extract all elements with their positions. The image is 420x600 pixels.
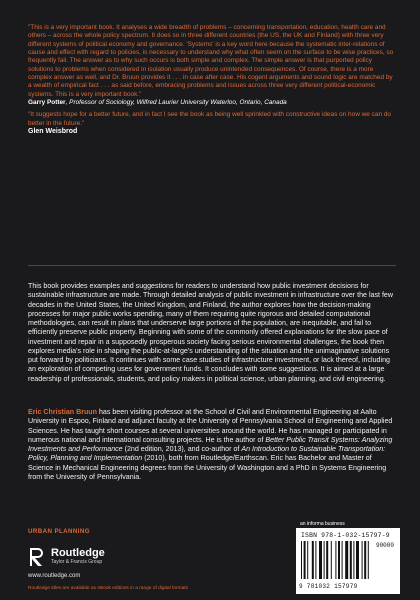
bio-text: has been visiting professor at the School of Civil and Environmental Engineering at Aalto University in Espoo, Finland and adjunct faculty at the University of Pennsylvania School of Engineering and Applied Sciences. He has taught short courses at several universities around the world. He has managed or participated in numerous national and international consulting projects. He is the author of: [28, 408, 393, 444]
ean-digits: 9 781032 157979: [299, 583, 358, 590]
endorsement-1: [28, 24, 396, 107]
publisher-name: Routledge: [51, 547, 105, 559]
endorser-name: Garry Potter: [28, 99, 66, 107]
subject-category: URBAN PLANNING: [28, 528, 90, 535]
endorser-name: Glen Weisbrod: [28, 128, 78, 136]
publisher-website: www.routledge.com: [28, 573, 81, 579]
book-title: An Introduction to Sustainable Transportation: Policy, Planning and Implementation: [28, 445, 386, 463]
quote-text: "This is a very important book. It analyses a wide breadth of problems – concerning transportation, education, health care and others – across the whole policy spectrum. It does so in three different countries (the US, the UK and Finland) with three very different systems of political economy and governance. 'Systems' is a key word here because the systematic inter-relations of cause and effect with regard to policies, is necessary to understand why what often seem on the surface to be wise practices, so frequently fail. The answer as to why such occurs is both simple and complex. The simple answer is that purported policy solutions to problems when considered in isolation usually produce unintended consequences. Of course, there is a more complex answer as well, and Dr. Bruun provides it . . . in case after case. His cogent arguments and sound logic are matched by a wealth of empirical fact . . . as said before, embracing problems and issues across three very different political-economic systems. This is a very important book.": [28, 24, 394, 98]
barcode-panel: [296, 528, 400, 594]
publisher-wordmark: [51, 548, 105, 566]
isbn-label: ISBN 978-1-032-15797-9: [301, 532, 390, 539]
endorser-affiliation: Professor of Sociology, Wilfred Laurier University Waterloo, Ontario, Canada: [69, 99, 287, 107]
section-divider: [28, 265, 396, 266]
ebook-note: Routledge titles are available as eBook editions in a range of digital formats: [28, 586, 188, 591]
publisher-group: Taylor & Francis Group: [51, 559, 103, 565]
author-name: Eric Christian Bruun: [28, 408, 97, 416]
routledge-r-icon: [28, 547, 46, 567]
informa-imprint: an informa business: [300, 521, 345, 527]
endorsements: [28, 24, 396, 139]
quote-attribution: Garry Potter, Professor of Sociology, Wilfred Laurier University Waterloo, Ontario, Canada: [28, 99, 287, 107]
quote-text: "It suggests hope for a better future, and in fact I see the book as being well sprinkled with constructive ideas on how we can do better in the future.": [28, 111, 391, 127]
endorsement-2: [28, 111, 396, 136]
author-bio: [28, 408, 396, 482]
publisher-logo: [28, 545, 178, 569]
book-description: This book provides examples and suggestions for readers to understand how public investment decisions for sustainable infrastructure are made. Through detailed analysis of public investment in infrastructure over the last few decades in the United States, the United Kingdom, and Finland, the author explores how the decision-making processes for major public works spending, many of them requiring quite rigorous and detailed computational methodologies, can result in plans that underserve large portions of the population, are inequitable, and fail to efficiently preserve public property. Beginning with some of the commonly offered explanations for the slow pace of investment and repair in a supposedly prosperous society facing serious environmental challenges, the book then explores media's role in shaping the public-at-large's understanding of the situation and the unimaginative solutions put forward by politicians. It continues with some case studies of infrastructure investment, or lack thereof, including an exploration of competing uses for government funds. It concludes with some suggestions. It is aimed at a large readership of professionals, students, and policy makers in political science, urban planning, and civil engineering.: [28, 282, 393, 383]
price-code: 90000: [375, 542, 394, 549]
book-title: Better Public Transit Systems: Analyzing Investments and Performance: [28, 435, 393, 453]
bio-text: (2nd edition, 2013), and co-author of: [122, 445, 242, 453]
bio-text: (2010), both from Routledge/Earthscan. Eric has Bachelor and Master of Science in Mechanical Engineering degrees from the University of Washington and a PhD in Systems Engineering from the University of Pennsylvania.: [28, 454, 387, 481]
